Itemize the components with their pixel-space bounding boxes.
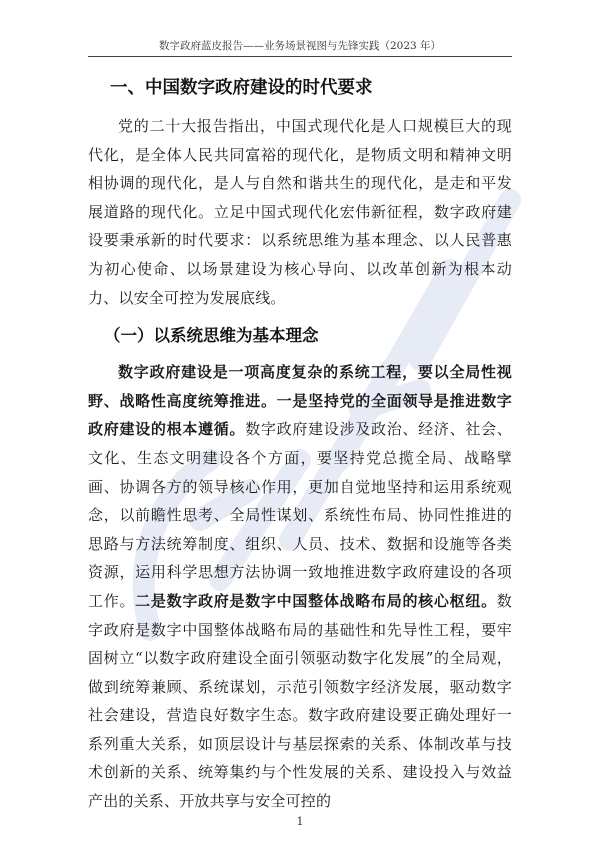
section-heading: 一、中国数字政府建设的时代要求	[110, 78, 373, 98]
lead-statement: 数字政府建设是一项高度复杂的系统工程，要以全局性视野、战略性高度统筹推进。一是坚持党的全面领导是推进数字政府建设的根本遵循。	[88, 363, 512, 439]
subsection-heading: （一）以系统思维为基本理念	[104, 326, 319, 346]
body-paragraph	[88, 358, 512, 816]
second-point: 二是数字政府是数字中国整体战略布局的核心枢纽。	[135, 591, 497, 610]
content-area	[88, 72, 512, 816]
body-text-1: 数字政府建设涉及政治、经济、社会、文化、生态文明建设各个方面，要坚持党总揽全局、战略擘画、协调各方的领导核心作用，更加自觉地坚持和运用系统观念，以前瞻性思考、全局性谋划、系统性布局、协同性推进的思路与方法统筹制度、组织、人员、技术、数据和设施等各类资源，运用科学思想方法协调一致地推进数字政府建设的各项工作。	[88, 420, 512, 610]
body-text-2: 数字政府是数字中国整体战略布局的基础性和先导性工程，要牢固树立“以数字政府建设全面引领驱动数字化发展”的全局观，做到统筹兼顾、系统谋划，示范引领数字经济发展，驱动数字社会建设，营造良好数字生态。数字政府建设要正确处理好一系列重大关系，如顶层设计与基层探索的关系、体制改革与技术创新的关系、统筹集约与个性发展的关系、建设投入与效益产出的关系、开放共享与安全可控的	[88, 591, 512, 811]
page-number: 1	[296, 815, 304, 828]
intro-paragraph: 党的二十大报告指出，中国式现代化是人口规模巨大的现代化，是全体人民共同富裕的现代化，是物质文明和精神文明相协调的现代化，是人与自然和谐共生的现代化，是走和平发展道路的现代化。立足中国式现代化宏伟新征程，数字政府建设要秉承新的时代要求：以系统思维为基本理念、以人民普惠为初心使命、以场景建设为核心导向、以改革创新为根本动力、以安全可控为发展底线。	[88, 117, 512, 307]
running-header: 数字政府蓝皮报告——业务场景视图与先锋实践（2023 年）	[158, 40, 442, 52]
header-rule	[88, 56, 512, 57]
